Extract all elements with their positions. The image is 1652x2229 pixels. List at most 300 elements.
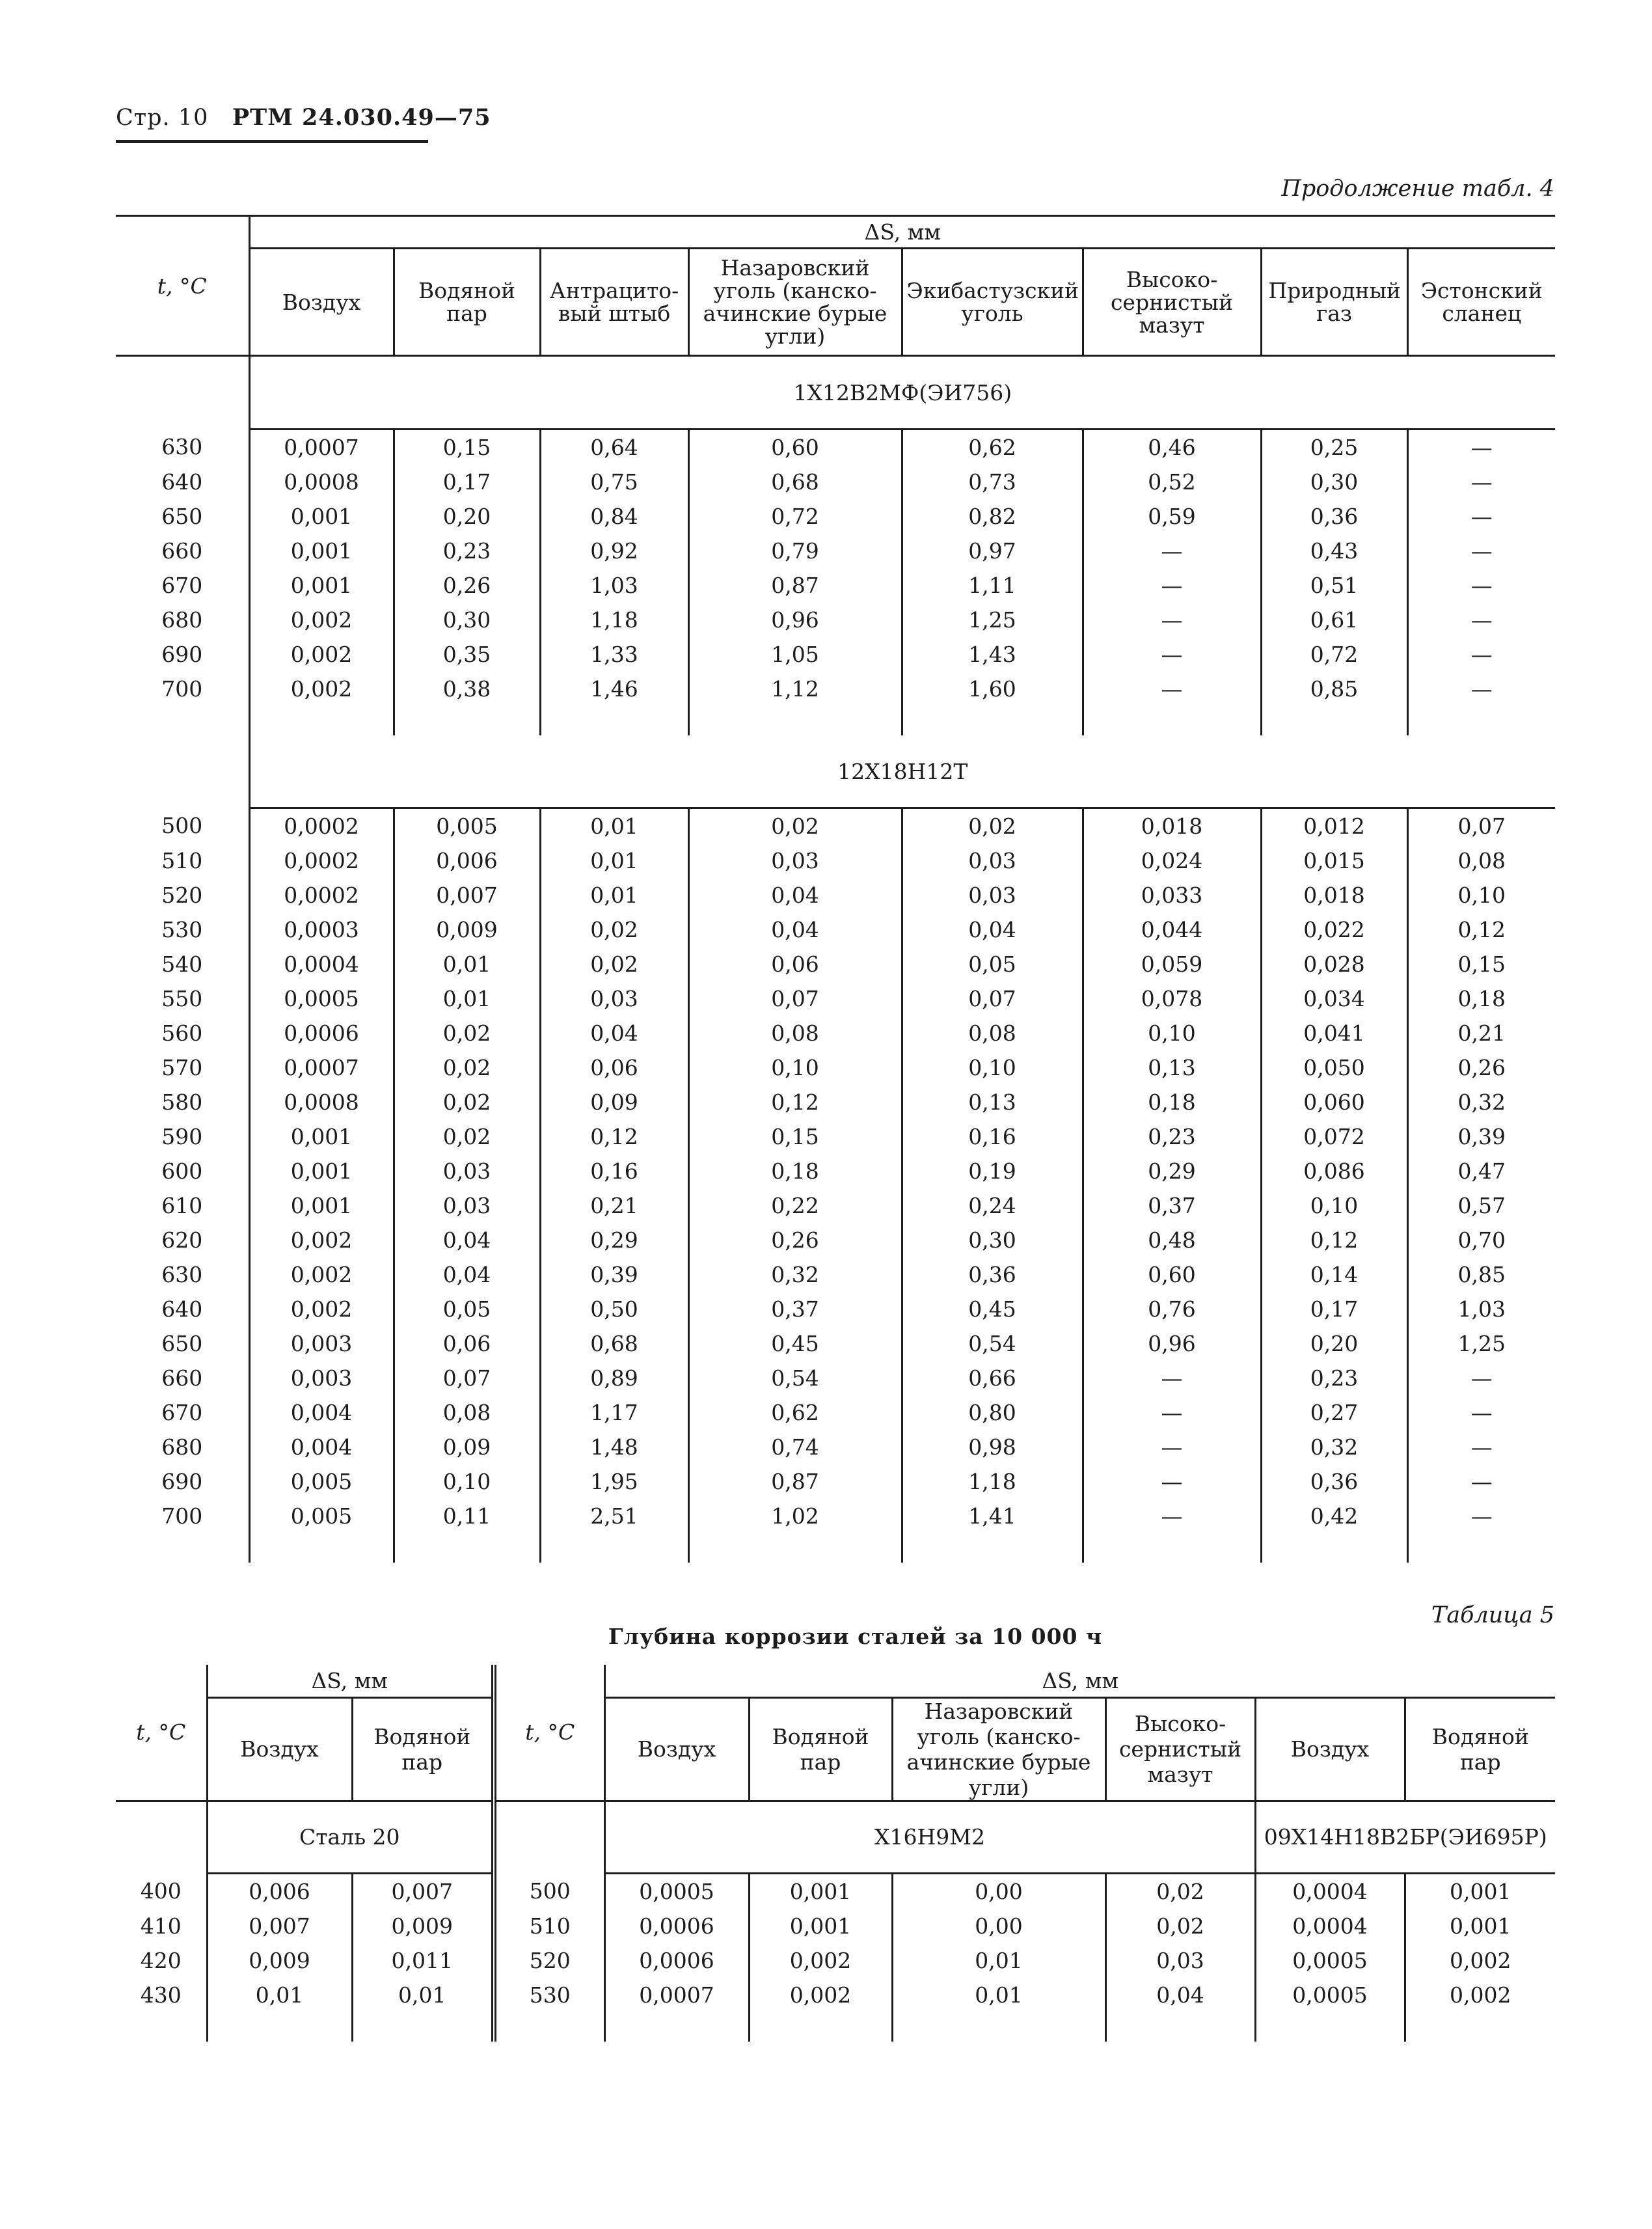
t4-value-cell: 0,003 [249,1361,394,1395]
table-row [116,499,1555,534]
t4-filler-cell [249,1533,394,1563]
t4-temperature-cell: 650 [161,504,203,529]
t5-filler-cell [1255,2012,1405,2042]
t4-value-cell: 0,07 [688,981,902,1016]
t4-value-cell: 1,48 [540,1430,688,1464]
t4-value-cell: 0,66 [902,1361,1083,1395]
t4-value-cell: — [1407,1464,1555,1499]
t4-filler-cell [1407,1533,1555,1563]
t4-value-cell: 0,08 [902,1016,1083,1050]
t4-value-cell: 0,30 [902,1223,1083,1257]
t4-temperature-cell: 670 [161,1400,203,1425]
t4-value-cell: 0,06 [540,1050,688,1085]
t5-temperature-cell: 530 [494,1978,604,2012]
t4-value-cell: 0,10 [688,1050,902,1085]
t4-value-cell: 1,03 [540,568,688,603]
t5-value-cell: 0,009 [352,1909,494,1943]
t4-temperature-cell: 540 [161,951,203,977]
t4-value-cell: — [1407,1395,1555,1430]
table-row [116,1464,1555,1499]
table-row [116,465,1555,499]
t4-value-cell: 0,022 [1261,912,1407,947]
t4-value-cell: 0,086 [1261,1154,1407,1188]
t5-value-cell: 0,001 [1405,1873,1555,1909]
t4-value-cell: 0,04 [394,1257,540,1292]
t4-temperature-cell: 700 [161,1503,203,1529]
t4-value-cell: 0,01 [394,981,540,1016]
t4-value-cell: 0,12 [688,1085,902,1119]
t4-value-cell: 0,36 [1261,499,1407,534]
t4-value-cell: 0,62 [688,1395,902,1430]
t5-value-cell: 0,009 [207,1943,352,1978]
table-row [116,1978,1555,2012]
t5-value-cell: 0,001 [1405,1909,1555,1943]
t5-value-cell: 0,0004 [1255,1909,1405,1943]
t5-delta-header-left: ΔS, мм [207,1665,494,1697]
t5-section-title-left: Сталь 20 [207,1801,494,1873]
t4-value-cell: 0,17 [1261,1292,1407,1326]
t4-value-cell: 0,0006 [249,1016,394,1050]
t5-section-title-mid: Х16Н9М2 [604,1801,1255,1873]
t4-value-cell: 0,72 [688,499,902,534]
table-row [116,534,1555,568]
t4-value-cell: 1,03 [1407,1292,1555,1326]
t4-value-cell: 0,005 [394,808,540,844]
t4-section-spacer [116,735,249,808]
t5-col-header: Назаровский уголь (канско-ачинские бурые угли) [892,1697,1105,1801]
t4-value-cell: — [1407,534,1555,568]
table-5 [116,1665,1555,2042]
t4-value-cell: 0,01 [540,808,688,844]
t4-filler-cell [688,1533,902,1563]
t4-temperature-cell: 600 [161,1158,203,1184]
table-row [116,1050,1555,1085]
t4-value-cell: 0,001 [249,568,394,603]
t4-value-cell: — [1407,1499,1555,1533]
t5-temperature-header-right: t, °C [494,1665,604,1801]
t4-value-cell: 0,07 [1407,808,1555,844]
t4-filler-cell [394,1533,540,1563]
t4-value-cell: 0,024 [1083,843,1261,878]
t4-value-cell: 0,12 [540,1119,688,1154]
t4-temperature-cell: 690 [161,642,203,667]
table-row [116,843,1555,878]
t4-value-cell: 0,60 [1083,1257,1261,1292]
t4-value-cell: 0,059 [1083,947,1261,981]
t4-value-cell: 0,29 [1083,1154,1261,1188]
t4-filler-cell [394,706,540,735]
page-header [116,104,491,131]
t4-value-cell: 0,60 [688,430,902,465]
table-row [116,1909,1555,1943]
t5-value-cell: 0,04 [1105,1978,1255,2012]
t5-value-cell: 0,002 [1405,1943,1555,1978]
t4-value-cell: 0,26 [394,568,540,603]
t4-value-cell: 0,92 [540,534,688,568]
t4-temperature-cell: 620 [161,1227,203,1253]
t5-value-cell: 0,0006 [604,1909,749,1943]
t5-col-header: Воздух [1255,1697,1405,1801]
t4-value-cell: — [1407,603,1555,637]
t4-value-cell: 0,35 [394,637,540,672]
t4-value-cell: 0,68 [688,465,902,499]
t4-value-cell: 0,06 [688,947,902,981]
t4-value-cell: 0,050 [1261,1050,1407,1085]
t4-temperature-cell: 640 [161,469,203,495]
t4-value-cell: 0,20 [1261,1326,1407,1361]
t4-value-cell: 0,96 [1083,1326,1261,1361]
t4-value-cell: 0,10 [1407,878,1555,912]
t4-value-cell: 0,08 [394,1395,540,1430]
t5-temperature-header-left: t, °C [116,1665,207,1801]
t4-value-cell: 0,36 [902,1257,1083,1292]
t4-value-cell: 0,01 [540,843,688,878]
t4-value-cell: 1,11 [902,568,1083,603]
page-number: Стр. 10 [116,105,209,131]
t5-col-header: Водяной пар [352,1697,494,1801]
t4-value-cell: 1,18 [902,1464,1083,1499]
t4-value-cell: 0,018 [1261,878,1407,912]
t4-value-cell: 0,42 [1261,1499,1407,1533]
t4-value-cell: 0,007 [394,878,540,912]
t5-delta-header-right: ΔS, мм [604,1665,1555,1697]
t4-value-cell: 0,001 [249,499,394,534]
t4-value-cell: 0,0004 [249,947,394,981]
table-row [116,1257,1555,1292]
t4-value-cell: 0,033 [1083,878,1261,912]
t4-value-cell: 0,02 [394,1050,540,1085]
t4-value-cell: 0,13 [1083,1050,1261,1085]
t4-value-cell: 0,08 [688,1016,902,1050]
t4-value-cell: 0,003 [249,1326,394,1361]
header-underline [116,140,428,143]
t4-value-cell: 1,17 [540,1395,688,1430]
t4-value-cell: 0,04 [394,1223,540,1257]
t4-value-cell: 0,0007 [249,1050,394,1085]
t4-value-cell: 0,25 [1261,430,1407,465]
table-row [116,912,1555,947]
table-row [116,1873,1555,1909]
t5-col-header: Высоко-сернистый мазут [1105,1697,1255,1801]
t4-value-cell: 0,22 [688,1188,902,1223]
table5-title [0,1624,1652,1649]
t4-temperature-cell: 640 [161,1296,203,1322]
t4-value-cell: 1,60 [902,672,1083,706]
t5-value-cell: 0,0006 [604,1943,749,1978]
t4-value-cell: 0,03 [902,843,1083,878]
t4-value-cell: 0,005 [249,1499,394,1533]
t4-value-cell: 0,015 [1261,843,1407,878]
t4-filler-cell [1083,1533,1261,1563]
t5-value-cell: 0,00 [892,1873,1105,1909]
t4-value-cell: 0,51 [1261,568,1407,603]
t4-filler-cell [1261,1533,1407,1563]
t4-col-header: Антрацито-вый штыб [540,249,688,356]
t4-filler-cell [1261,706,1407,735]
t4-value-cell: 0,10 [1083,1016,1261,1050]
t4-value-cell: 0,002 [249,603,394,637]
t4-value-cell: 0,76 [1083,1292,1261,1326]
t5-filler-cell [352,2012,494,2042]
t4-value-cell: 1,05 [688,637,902,672]
t4-section-title: 12Х18Н12Т [249,735,1555,808]
t4-value-cell: 0,61 [1261,603,1407,637]
t4-value-cell: 0,85 [1407,1257,1555,1292]
t4-value-cell: 0,10 [394,1464,540,1499]
t4-value-cell: 0,10 [1261,1188,1407,1223]
t4-temperature-cell: 500 [161,813,203,839]
t4-value-cell: 0,13 [902,1085,1083,1119]
t4-value-cell: 0,36 [1261,1464,1407,1499]
t4-value-cell: 0,79 [688,534,902,568]
t4-value-cell: 0,001 [249,1154,394,1188]
t4-value-cell: 0,002 [249,672,394,706]
t4-value-cell: 0,01 [394,947,540,981]
t4-temperature-cell: 590 [161,1124,203,1149]
t4-value-cell: 0,80 [902,1395,1083,1430]
t5-filler-cell [1405,2012,1555,2042]
t4-value-cell: 0,018 [1083,808,1261,844]
t4-temperature-cell: 510 [161,848,203,873]
t4-value-cell: 0,32 [688,1257,902,1292]
t4-value-cell: 0,70 [1407,1223,1555,1257]
t4-value-cell: 0,72 [1261,637,1407,672]
t4-value-cell: 0,001 [249,1188,394,1223]
t4-value-cell: — [1083,1395,1261,1430]
t5-value-cell: 0,01 [892,1943,1105,1978]
t5-temperature-cell: 430 [140,1982,182,2008]
t4-value-cell: — [1083,637,1261,672]
t4-col-header: Природный газ [1261,249,1407,356]
t5-value-cell: 0,0007 [604,1978,749,2012]
t4-value-cell: 0,07 [394,1361,540,1395]
t5-value-cell: 0,01 [352,1978,494,2012]
document-code: РТМ 24.030.49—75 [232,104,491,131]
t4-value-cell: 0,21 [1407,1016,1555,1050]
t5-filler-cell [207,2012,352,2042]
t4-value-cell: 0,034 [1261,981,1407,1016]
t5-value-cell: 0,0005 [604,1873,749,1909]
t4-value-cell: 0,06 [394,1326,540,1361]
t4-value-cell: 1,18 [540,603,688,637]
t4-temperature-cell: 680 [161,1434,203,1460]
t4-value-cell: 0,75 [540,465,688,499]
table-row [116,1188,1555,1223]
t4-value-cell: 0,39 [1407,1119,1555,1154]
t5-temperature-cell: 500 [494,1873,604,1909]
t4-value-cell: 0,002 [249,637,394,672]
t4-value-cell: 0,17 [394,465,540,499]
t4-value-cell: 1,12 [688,672,902,706]
t5-value-cell: 0,007 [352,1873,494,1909]
t4-value-cell: 0,23 [1261,1361,1407,1395]
t4-value-cell: 0,004 [249,1395,394,1430]
t4-value-cell: — [1083,568,1261,603]
t5-value-cell: 0,001 [749,1909,892,1943]
t5-value-cell: 0,002 [749,1978,892,2012]
table-4 [116,215,1555,1563]
t4-temperature-cell: 670 [161,573,203,598]
t5-filler-cell [494,2012,604,2042]
t5-value-cell: 0,007 [207,1909,352,1943]
t4-value-cell: — [1083,1499,1261,1533]
t4-value-cell: 0,072 [1261,1119,1407,1154]
table-row [116,603,1555,637]
t4-col-header: Экибастузский уголь [902,249,1083,356]
t4-value-cell: 0,19 [902,1154,1083,1188]
t4-value-cell: 0,09 [540,1085,688,1119]
t4-col-header: Высоко-сернистый мазут [1083,249,1261,356]
t4-value-cell: 0,14 [1261,1257,1407,1292]
t4-value-cell: 0,12 [1261,1223,1407,1257]
t4-value-cell: 0,84 [540,499,688,534]
t4-value-cell: — [1407,1361,1555,1395]
t4-value-cell: — [1407,430,1555,465]
t4-value-cell: 0,30 [394,603,540,637]
t4-value-cell: 0,05 [902,947,1083,981]
t4-value-cell: 0,02 [394,1085,540,1119]
t5-filler [116,2012,1555,2042]
t4-value-cell: 0,82 [902,499,1083,534]
t5-col-header: Воздух [604,1697,749,1801]
t4-temperature-cell: 550 [161,986,203,1011]
t4-temperature-cell: 580 [161,1089,203,1115]
table-row [116,1326,1555,1361]
table5-label: Таблица 5 [1431,1602,1554,1628]
t4-value-cell: 0,005 [249,1464,394,1499]
t5-value-cell: 0,03 [1105,1943,1255,1978]
t4-value-cell: 0,028 [1261,947,1407,981]
t4-value-cell: 0,012 [1261,808,1407,844]
t5-temperature-cell: 510 [494,1909,604,1943]
table-row [116,1292,1555,1326]
table-row [116,1499,1555,1533]
t4-value-cell: 0,03 [902,878,1083,912]
t4-temperature-cell: 650 [161,1331,203,1356]
t4-value-cell: 0,07 [902,981,1083,1016]
t4-temperature-cell: 520 [161,882,203,908]
t4-value-cell: 0,89 [540,1361,688,1395]
t4-value-cell: — [1083,1361,1261,1395]
t4-filler-cell [249,706,394,735]
t4-temperature-cell: 560 [161,1020,203,1046]
t4-value-cell: 0,002 [249,1223,394,1257]
t4-value-cell: 0,97 [902,534,1083,568]
t4-temperature-cell: 530 [161,917,203,942]
t4-value-cell: 0,12 [1407,912,1555,947]
t4-value-cell: 0,85 [1261,672,1407,706]
t4-value-cell: 0,18 [688,1154,902,1188]
t4-value-cell: 0,006 [394,843,540,878]
t4-value-cell: 0,0002 [249,808,394,844]
table5-title-text: Глубина коррозии сталей за 10 000 ч [608,1624,1103,1649]
t4-value-cell: 1,46 [540,672,688,706]
t4-value-cell: 0,04 [688,878,902,912]
t4-col-header: Назаровский уголь (канско-ачинские бурые угли) [688,249,902,356]
t4-value-cell: 0,73 [902,465,1083,499]
t5-temperature-cell: 400 [140,1878,182,1904]
t4-section-filler [116,1533,1555,1563]
t4-value-cell: 0,02 [394,1119,540,1154]
t4-value-cell: — [1083,534,1261,568]
t5-value-cell: 0,02 [1105,1909,1255,1943]
t4-col-header: Водяной пар [394,249,540,356]
t4-value-cell: — [1407,672,1555,706]
t5-value-cell: 0,01 [207,1978,352,2012]
t5-value-cell: 0,001 [749,1873,892,1909]
t4-value-cell: 0,43 [1261,534,1407,568]
t4-value-cell: 0,18 [1083,1085,1261,1119]
table-row [116,808,1555,844]
t4-temperature-cell: 680 [161,607,203,633]
t4-value-cell: 0,001 [249,1119,394,1154]
t4-value-cell: 0,15 [688,1119,902,1154]
t4-temperature-cell: 690 [161,1469,203,1494]
t4-value-cell: 1,41 [902,1499,1083,1533]
t4-value-cell: 1,95 [540,1464,688,1499]
table4-continuation-label: Продолжение табл. 4 [1281,176,1554,202]
t4-value-cell: 0,001 [249,534,394,568]
t4-value-cell: 0,37 [688,1292,902,1326]
t4-col-header: Воздух [249,249,394,356]
t4-value-cell: 0,11 [394,1499,540,1533]
t5-filler-cell [892,2012,1105,2042]
t5-section-title-right: 09Х14Н18В2БР(ЭИ695Р) [1255,1801,1555,1873]
t4-value-cell: 0,26 [688,1223,902,1257]
t4-filler-cell [902,1533,1083,1563]
table-row [116,1016,1555,1050]
t4-filler-cell [116,1533,249,1563]
t4-value-cell: 0,04 [688,912,902,947]
t5-value-cell: 0,01 [892,1978,1105,2012]
table-row [116,947,1555,981]
t4-value-cell: 0,26 [1407,1050,1555,1085]
t4-value-cell: 0,74 [688,1430,902,1464]
t4-value-cell: 0,0003 [249,912,394,947]
t4-value-cell: 0,16 [540,1154,688,1188]
t5-temperature-cell: 520 [494,1943,604,1978]
t4-value-cell: 0,64 [540,430,688,465]
t5-value-cell: 0,011 [352,1943,494,1978]
t4-value-cell: 1,33 [540,637,688,672]
t4-value-cell: — [1407,465,1555,499]
t5-value-cell: 0,006 [207,1873,352,1909]
t4-temperature-cell: 660 [161,538,203,564]
t4-value-cell: 0,09 [394,1430,540,1464]
table-row [116,672,1555,706]
table-row [116,1395,1555,1430]
t4-filler-cell [116,706,249,735]
t5-temperature-cell: 420 [140,1947,182,1973]
t5-filler-cell [749,2012,892,2042]
t4-value-cell: 0,060 [1261,1085,1407,1119]
t4-value-cell: 0,47 [1407,1154,1555,1188]
t4-value-cell: 0,57 [1407,1188,1555,1223]
t4-value-cell: — [1083,1430,1261,1464]
t4-value-cell: 0,078 [1083,981,1261,1016]
table-row [116,1154,1555,1188]
t4-section-title: 1Х12В2МФ(ЭИ756) [249,356,1555,430]
t4-value-cell: 0,02 [540,947,688,981]
t4-value-cell: 0,98 [902,1430,1083,1464]
t4-value-cell: 0,03 [540,981,688,1016]
table-row [116,981,1555,1016]
t4-value-cell: 0,0002 [249,843,394,878]
t4-value-cell: 0,0008 [249,1085,394,1119]
t4-value-cell: 0,044 [1083,912,1261,947]
t5-filler-cell [604,2012,749,2042]
t4-value-cell: 0,50 [540,1292,688,1326]
